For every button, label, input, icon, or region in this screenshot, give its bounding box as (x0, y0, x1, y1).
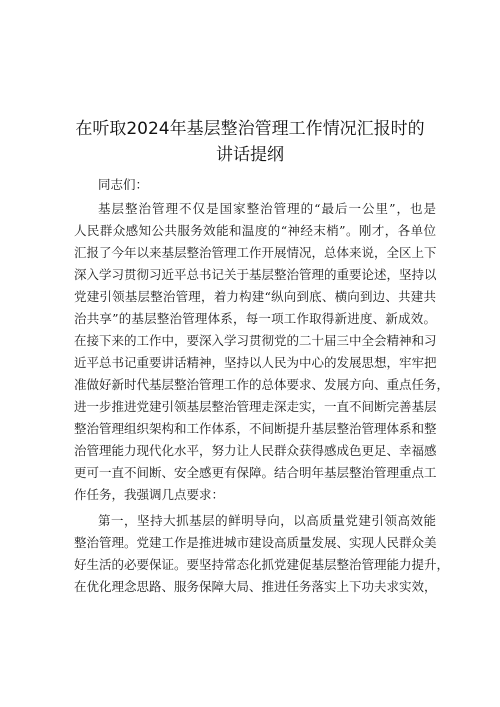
paragraph-1-line-8: 近平总书记重要讲话精神，坚持以人民为中心的发展思想，牢牢把 (74, 355, 437, 370)
paragraph-1-line-6: 治共享”的基层整治管理体系，每一项工作取得新进度、新成效。 (74, 311, 436, 326)
paragraph-1-line-9: 准做好新时代基层整治管理工作的总体要求、发展方向、重点任务， (74, 377, 450, 392)
document-title-line-2: 讲话提纲 (216, 145, 284, 165)
paragraph-1-line-10: 进一步推进党建引领基层整治管理走深走实，一直不间断完善基层 (74, 399, 437, 414)
paragraph-2-line-3: 好生活的必要保证。要坚持常态化抓党建促基层整治管理能力提升， (74, 557, 450, 572)
paragraph-2-line-4: 在优化理念思路、服务保障大局、推进任务落实上下功夫求实效， (74, 579, 437, 594)
paragraph-1-line-7: 在接下来的工作中，要深入学习贯彻党的二十届三中全会精神和习 (74, 333, 437, 348)
paragraph-1-line-12: 治管理能力现代化水平，努力让人民群众获得感成色更足、幸福感 (74, 443, 437, 458)
document-title-line-1: 在听取2024年基层整治管理工作情况汇报时的 (75, 119, 425, 139)
paragraph-1-line-1: 基层整治管理不仅是国家整治管理的“最后一公里”，也是 (98, 201, 436, 216)
paragraph-1-line-13: 更可一直不间断、安全感更有保障。结合明年基层整治管理重点工 (74, 465, 437, 480)
paragraph-1-line-4: 深入学习贯彻习近平总书记关于基层整治管理的重要论述，坚持以 (74, 267, 437, 282)
salutation: 同志们： (98, 177, 149, 192)
paragraph-1-line-11: 整治管理组织架构和工作体系，不间断提升基层整治管理体系和整 (74, 421, 437, 436)
paragraph-1-line-5: 党建引领基层整治管理，着力构建“纵向到底、横向到边、共建共 (74, 289, 436, 304)
paragraph-1-line-14: 作任务，我强调几点要求： (74, 487, 225, 502)
paragraph-1-line-3: 汇报了今年以来基层整治管理工作开展情况，总体来说，全区上下 (74, 245, 437, 260)
paragraph-2-line-2: 整治管理。党建工作是推进城市建设高质量发展、实现人民群众美 (74, 535, 437, 550)
paragraph-2-line-1: 第一，坚持大抓基层的鲜明导向，以高质量党建引领高效能 (98, 513, 436, 528)
paragraph-1-line-2: 人民群众感知公共服务效能和温度的“神经末梢”。刚才，各单位 (74, 223, 436, 238)
